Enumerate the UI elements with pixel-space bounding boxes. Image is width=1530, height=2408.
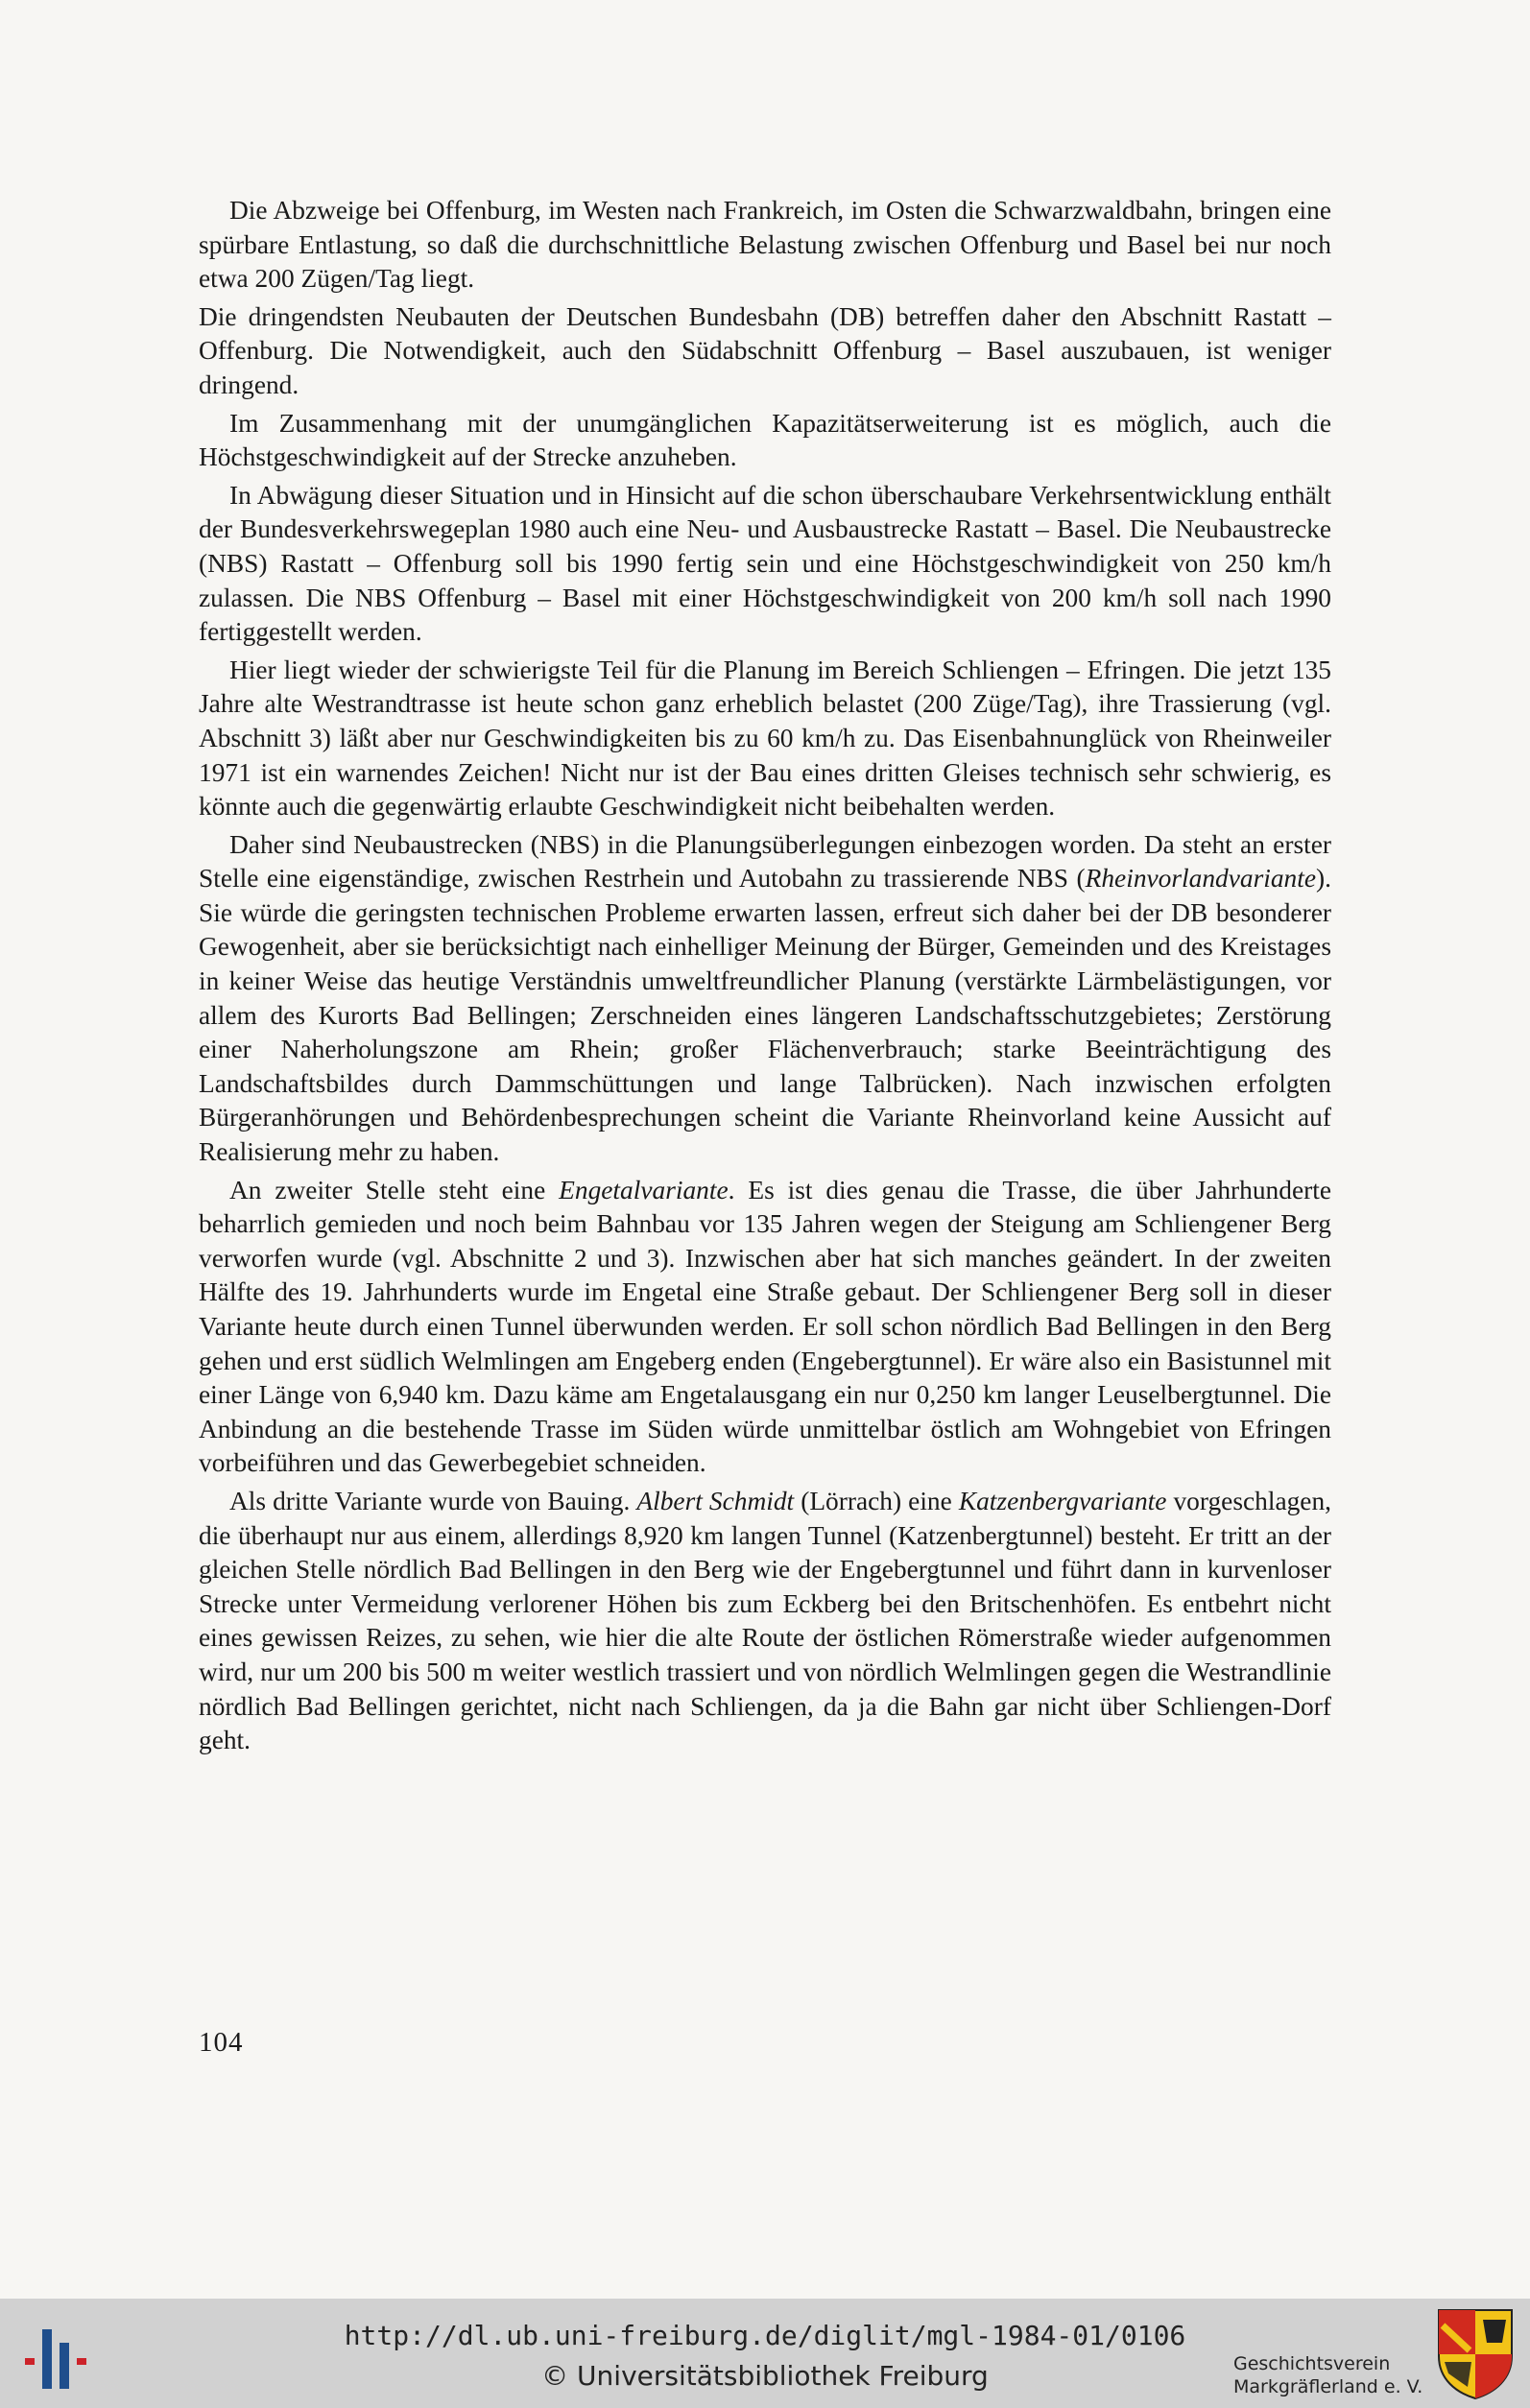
paragraph-text: In Abwägung dieser Situation und in Hinsicht auf die schon überschaubare Verkehrsentwicklung enthält der Bundesverkehrswegeplan 1980 auch eine Neu- und Ausbaustrecke Rastatt – Basel. Die Neubaustrecke (NBS) Rastatt – Offenburg soll bis 1990 fertig sein und eine Höchstgeschwindigkeit von 250 km/h zulassen. Die NBS Offenburg – Basel mit einer Höchstgeschwindigkeit von 200 km/h soll nach 1990 fertiggestellt werden. — [199, 480, 1331, 647]
paragraph-text: . Es ist dies genau die Trasse, die über Jahrhunderte beharrlich gemieden und noch beim Bahnbau vor 135 Jahren wegen der Steigung am Schliengener Berg verworfen wurde (vgl. Abschnitte 2 und 3). Inzwischen aber hat sich manches geändert. In der zweiten Hälfte des 19. Jahrhunderts wurde im Engetal eine Straße gebaut. Der Schliengener Berg soll in dieser Variante heute durch einen Tunnel überwunden werden. Er soll schon nördlich Bad Bellingen in den Berg gehen und erst südlich Welmlingen am Engeberg enden (Engebergtunnel). Er wäre also ein Basistunnel mit einer Länge von 6,940 km. Dazu käme am Engetalausgang ein nur 0,250 km langer Leuselbergtunnel. Die Anbindung an die bestehende Trasse im Süden würde unmittelbar östlich am Wohngebiet von Efringen vorbeiführen und das Gewerbegebiet schneiden. — [199, 1175, 1331, 1478]
document-url-link[interactable]: http://dl.ub.uni-freiburg.de/diglit/mgl-1984-01/0106 — [344, 2320, 1186, 2351]
paragraph-p8 — [199, 1485, 1331, 1758]
italic-term: Engetalvariante — [559, 1175, 729, 1204]
italic-term: Rheinvorlandvariante — [1085, 864, 1317, 894]
paragraph-p4 — [199, 479, 1331, 650]
italic-term: Katzenbergvariante — [958, 1486, 1167, 1515]
viewer-footer — [0, 2299, 1530, 2408]
society-name[interactable] — [1233, 2352, 1430, 2398]
paragraph-text: vorgeschlagen, die überhaupt nur aus einem, allerdings 8,920 km langen Tunnel (Katzenbergtunnel) besteht. Er tritt an der gleichen Stelle nördlich Bad Bellingen in den Berg wie der Engebergtunnel und führt dann in kurvenloser Strecke unter Vermeidung verlorener Höhen bis zum Eckberg bei den Britschenhöfen. Es entbehrt nicht eines gewissen Reizes, zu sehen, wie hier die alte Route der östlichen Römerstraße wieder aufgenommen wird, nur um 200 bis 500 m weiter westlich trassiert und von nördlich Welmlingen gegen die Westrandlinie nördlich Bad Bellingen gerichtet, nicht nach Schliengen, da ja die Bahn gar nicht über Schliengen-Dorf geht. — [199, 1486, 1331, 1755]
coat-of-arms-icon[interactable] — [1435, 2306, 1516, 2400]
paragraph-text: Die Abzweige bei Offenburg, im Westen nach Frankreich, im Osten die Schwarzwaldbahn, bringen eine spürbare Entlastung, so daß die durchschnittliche Belastung zwischen Offenburg und Basel bei nur noch etwa 200 Zügen/Tag liegt. — [199, 196, 1331, 294]
paragraph-p2 — [199, 300, 1331, 403]
page-number: 104 — [199, 2027, 244, 2058]
body-text — [199, 194, 1331, 1758]
paragraph-text: Als dritte Variante wurde von Bauing. — [229, 1486, 637, 1515]
paragraph-text: Die dringendsten Neubauten der Deutschen Bundesbahn (DB) betreffen daher den Abschnitt Rastatt – Offenburg. Die Notwendigkeit, auch den Südabschnitt Offenburg – Basel auszubauen, ist weniger dringend. — [199, 301, 1331, 399]
paragraph-p5 — [199, 654, 1331, 824]
paragraph-text: An zweiter Stelle steht eine — [229, 1175, 560, 1204]
paragraph-text: ). Sie würde die geringsten technischen Probleme erwarten lassen, erfreut sich daher bei der DB besonderer Gewogenheit, aber sie berücksichtigt nach einhelliger Meinung der Bürger, Gemeinden und des Kreistages in keiner Weise das heutige Verständnis umweltfreundlicher Planung (verstärkte Lärmbelästigungen, vor allem des Kurorts Bad Bellingen; Zerschneiden eines längeren Landschaftsschutzgebietes; Zerstörung einer Naherholungszone am Rhein; großer Flächenverbrauch; starke Beeinträchtigung des Landschaftsbildes durch Dammschüttungen und lange Talbrücken). Nach inzwischen erfolgten Bürgeranhörungen und Behördenbesprechungen scheint die Variante Rheinvorland keine Aussicht auf Realisierung mehr zu haben. — [199, 864, 1331, 1167]
paragraph-text: Im Zusammenhang mit der unumgänglichen Kapazitätserweiterung ist es möglich, auch die Höchstgeschwindigkeit auf der Strecke anzuheben. — [199, 408, 1331, 472]
paragraph-p3 — [199, 407, 1331, 475]
italic-term: Albert Schmidt — [636, 1486, 795, 1515]
society-name-line1: Geschichtsverein — [1233, 2353, 1391, 2374]
paragraph-text: (Lörrach) eine — [794, 1486, 959, 1515]
paragraph-text: Hier liegt wieder der schwierigste Teil für die Planung im Bereich Schliengen – Efringen. Die jetzt 135 Jahre alte Westrandtrasse ist heute schon ganz erheblich belastet (200 Züge/Tag), ihre Trassierung (vgl. Abschnitt 3) läßt aber nur Geschwindigkeiten bis zu 60 km/h zu. Das Eisenbahnunglück von Rheinweiler 1971 ist ein warnendes Zeichen! Nicht nur ist der Bau eines dritten Gleises technisch sehr schwierig, es könnte auch die gegenwärtig erlaubte Geschwindigkeit nicht beibehalten werden. — [199, 655, 1331, 822]
copyright-text: © Universitätsbibliothek Freiburg — [541, 2360, 989, 2392]
paragraph-p1 — [199, 194, 1331, 297]
society-name-line2: Markgräflerland e. V. — [1233, 2376, 1423, 2397]
paragraph-text: Daher sind Neubaustrecken (NBS) in die Planungsüberlegungen einbezogen worden. Da steht an erster Stelle eine eigenständige, zwischen Restrhein und Autobahn zu trassierende NBS ( — [199, 829, 1331, 894]
paragraph-p7 — [199, 1174, 1331, 1481]
paragraph-p6 — [199, 828, 1331, 1170]
